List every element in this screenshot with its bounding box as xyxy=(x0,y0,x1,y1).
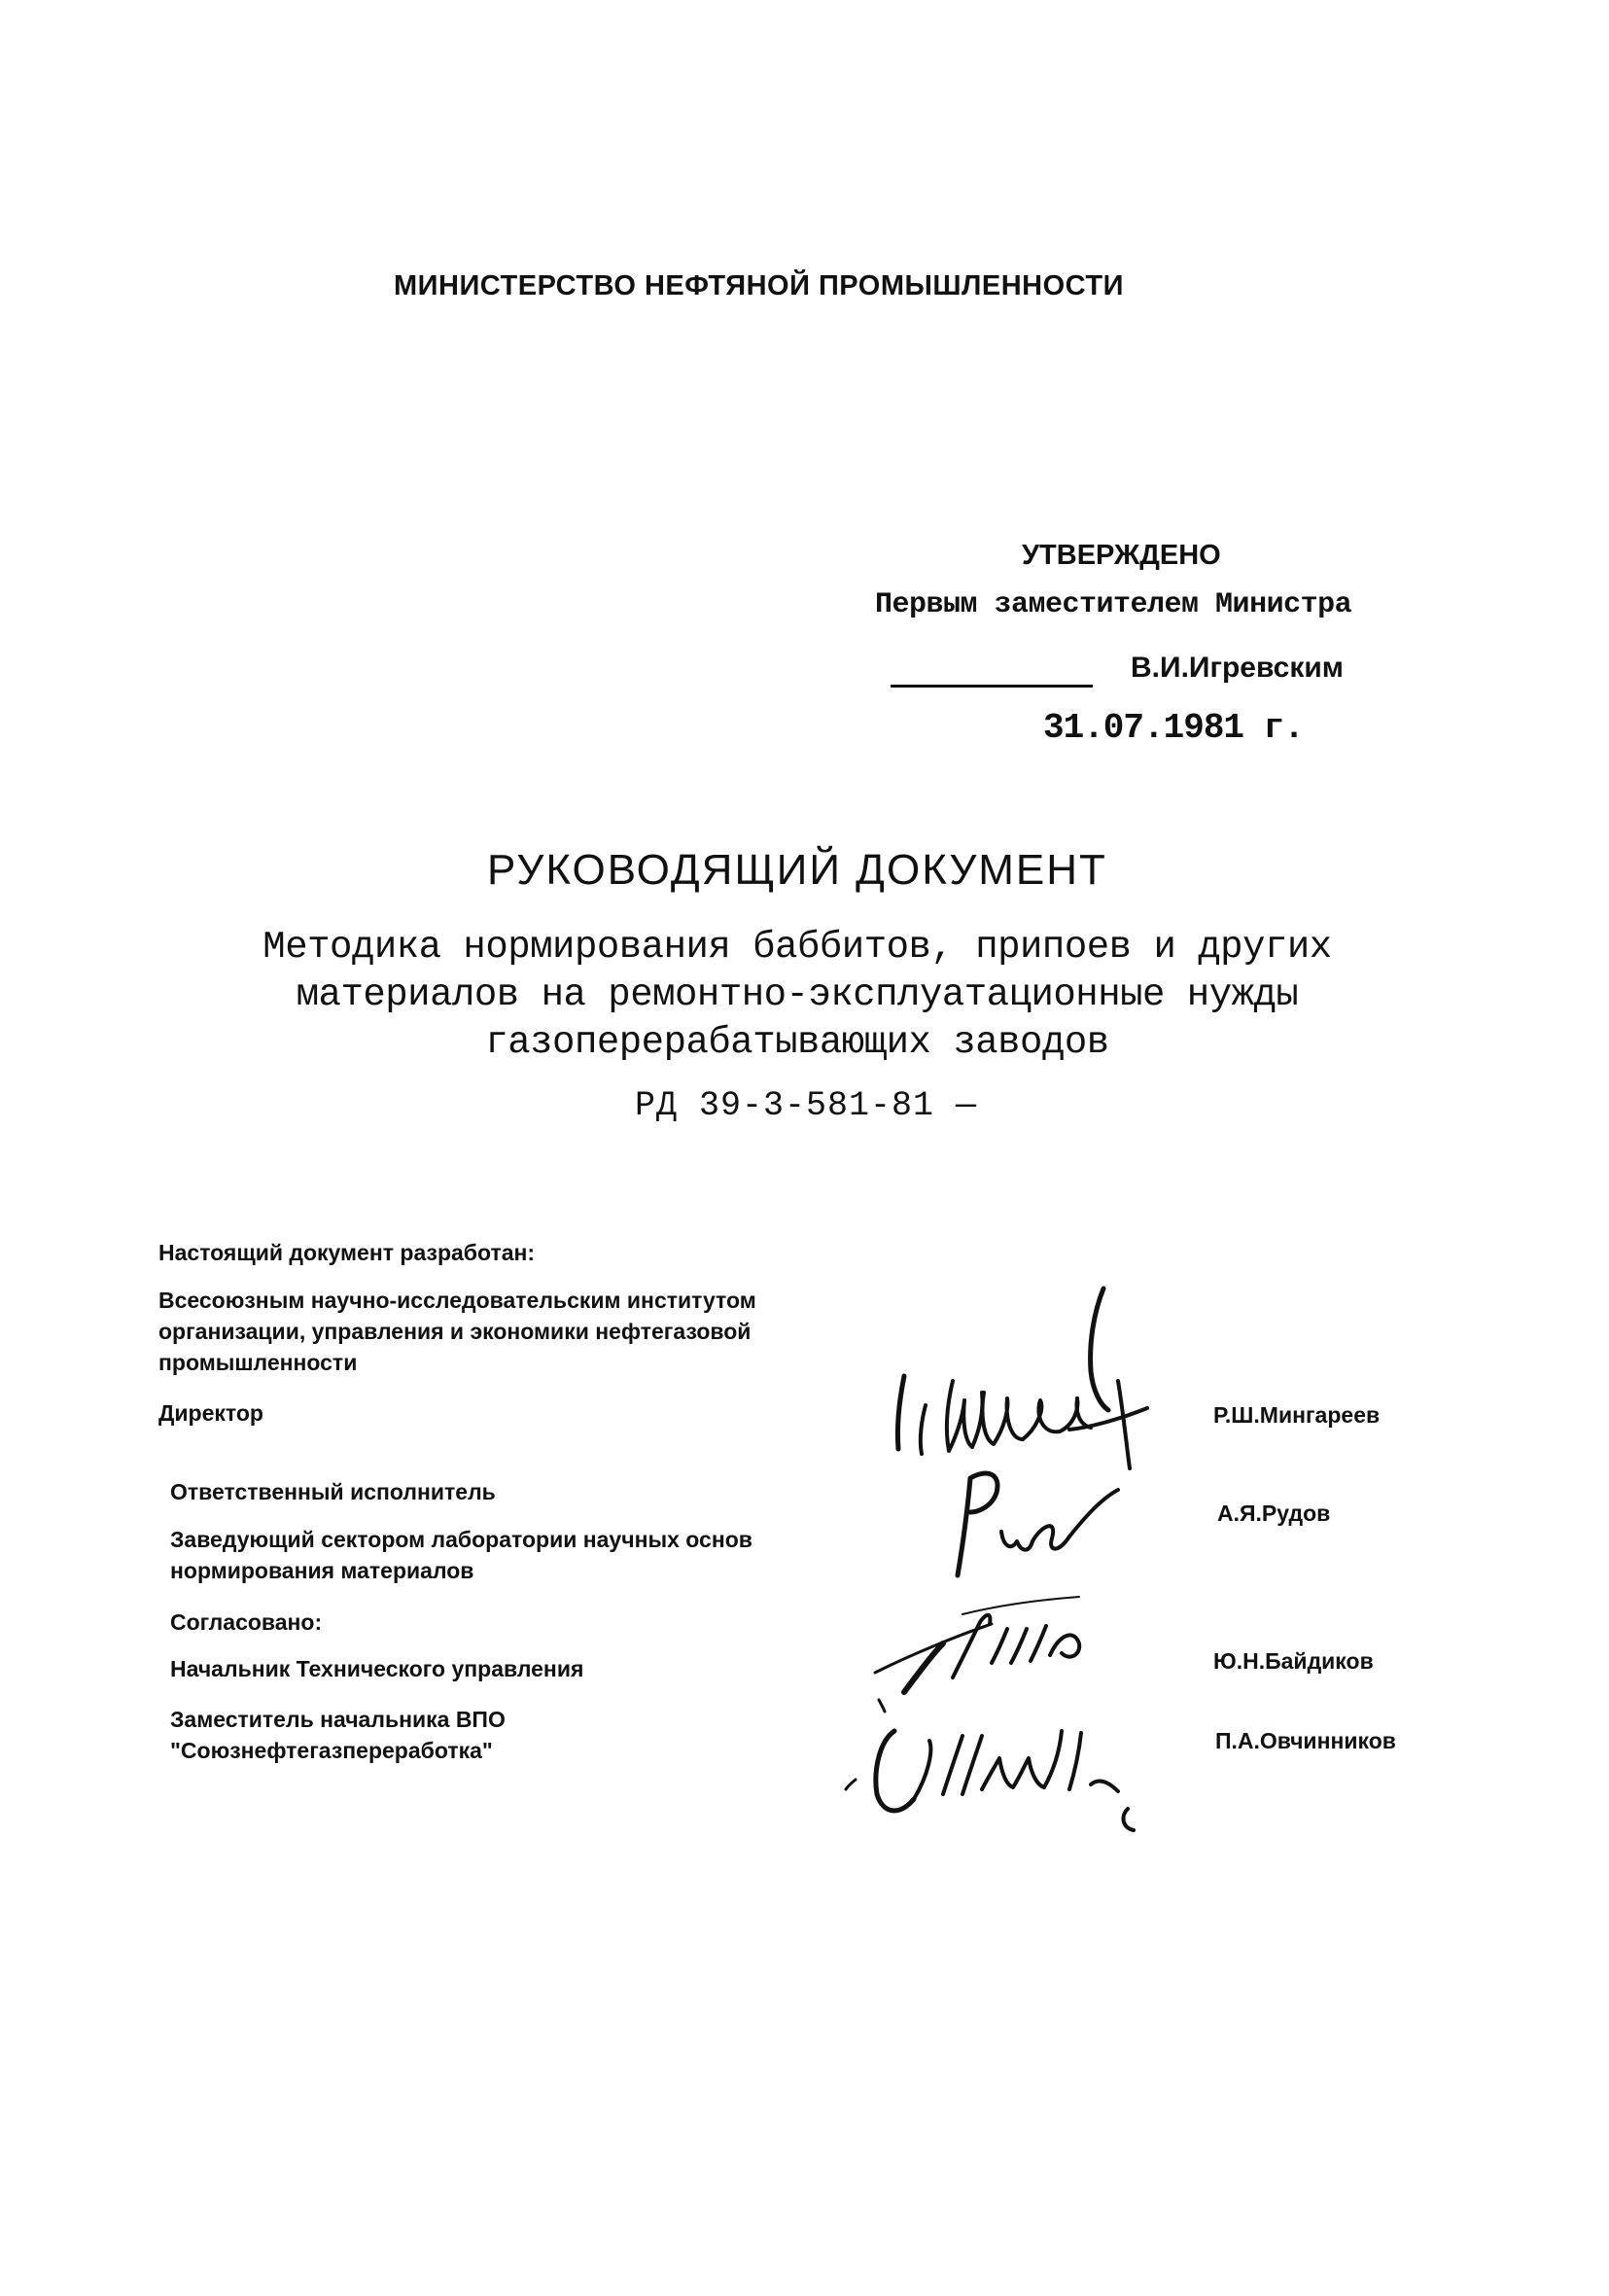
tech-head-role: Начальник Технического управления xyxy=(170,1656,584,1681)
document-title-line: Методика нормирования баббитов, припоев и других xyxy=(262,926,1332,969)
executor-role xyxy=(170,1524,752,1586)
tech-head-name: Ю.Н.Байдиков xyxy=(1213,1648,1374,1674)
director-signature xyxy=(875,1284,1186,1468)
document-title-line: материалов на ремонтно-эксплуатационные нужды xyxy=(296,973,1299,1016)
institute-line: организации, управления и экономики нефтегазовой xyxy=(158,1319,752,1344)
director-name: Р.Ш.Мингареев xyxy=(1213,1402,1381,1428)
document-code: РД 39-3-581-81 — xyxy=(635,1086,978,1125)
deputy-signature xyxy=(836,1692,1157,1838)
signature-line xyxy=(891,685,1093,688)
institute-line: Всесоюзным научно-исследовательским институтом xyxy=(158,1288,756,1313)
approval-name: В.И.Игревским xyxy=(1131,652,1344,684)
director-role: Директор xyxy=(158,1400,263,1426)
document-title xyxy=(0,924,1594,1067)
institute-line: промышленности xyxy=(158,1350,358,1375)
deputy-role-line: "Союзнефтегазпереработка" xyxy=(170,1738,493,1763)
document-title-line: газоперерабатывающих заводов xyxy=(485,1021,1109,1064)
executor-signature xyxy=(943,1459,1137,1585)
developed-by-label: Настоящий документ разработан: xyxy=(158,1240,536,1265)
executor-name: А.Я.Рудов xyxy=(1217,1501,1331,1526)
approval-by: Первым заместителем Министра xyxy=(875,588,1352,621)
executor-role-line: Заведующий сектором лаборатории научных основ xyxy=(170,1527,752,1552)
deputy-role-line: Заместитель начальника ВПО xyxy=(170,1707,506,1732)
executor-role-line: нормирования материалов xyxy=(170,1558,474,1583)
deputy-name: П.А.Овчинников xyxy=(1215,1728,1396,1753)
document-type: РУКОВОДЯЩИЙ ДОКУМЕНТ xyxy=(487,846,1107,894)
ministry-name: МИНИСТЕРСТВО НЕФТЯНОЙ ПРОМЫШЛЕННОСТИ xyxy=(394,270,1124,301)
approval-title: УТВЕРЖДЕНО xyxy=(1022,540,1221,571)
agreed-label: Согласовано: xyxy=(170,1609,323,1635)
deputy-role xyxy=(170,1704,506,1766)
approval-date: 31.07.1981 г. xyxy=(1043,708,1304,748)
institute-name xyxy=(158,1285,756,1378)
executor-label: Ответственный исполнитель xyxy=(170,1479,496,1504)
